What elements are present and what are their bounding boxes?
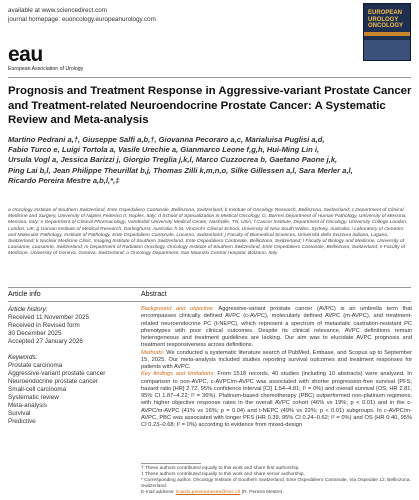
eau-logo-mark: eau — [8, 43, 43, 66]
footnote: * Corresponding author. Oncology Institute of Southern Switzerland, Ente Ospedaliero Cantonale, Via Ospedale 12, Bellinzona, Switzerland. — [141, 478, 411, 490]
author-line: Martino Pedrani a,†, Giuseppe Salfi a,b,†, Giovanna Pecoraro a,c, Marialuisa Puglisi a,d, — [8, 135, 325, 144]
author-line: Ursula Vogl a, Jessica Barizzi j, Giorgio Treglia j,k,l, Marco Cuzzocrea b, Gaetano Paone j,k, — [8, 155, 338, 165]
availability-line: available at www.sciencedirect.com — [8, 7, 108, 14]
footnotes — [141, 466, 412, 496]
keywords-heading: Keywords: — [8, 354, 38, 361]
journal-header — [8, 6, 308, 24]
keyword: Aggressive-variant prostate cancer — [8, 370, 106, 377]
history-line: Accepted 27 January 2026 — [8, 338, 83, 345]
history-heading: Article history: — [8, 306, 48, 313]
background-label: Background and objective: — [141, 306, 215, 312]
keyword: Prostate carcinoma — [8, 362, 63, 369]
author-line: Fabio Turco e, Luigi Tortola a, Vasile Urechie a, Gianmarco Leone f,g,h, Hui-Ming Lin i, — [8, 145, 320, 155]
eau-logo — [8, 45, 138, 72]
article-info-heading: Article info — [8, 291, 41, 298]
keyword: Predictive — [8, 418, 36, 425]
abstract-body — [141, 306, 412, 429]
author-email-link[interactable]: ricardo.pereiramestre@eoc.ch — [175, 490, 241, 496]
article-title: Prognosis and Treatment Response in Aggressive-variant Prostate Cancer and Treatment-related Neuroendocrine Prostate Cancer: A Systematic Review and Meta-analysis — [8, 85, 412, 126]
keyword: Neuroendocrine prostate cancer — [8, 378, 98, 385]
author-line: Ping Lai b,l, Jean Philippe Theurillat b,j, Thomas Zilli k,m,n,o, Silke Gillessen a,l, Sara Merler a,l, — [8, 165, 353, 175]
sciencedirect-link[interactable]: www.sciencedirect.com — [41, 7, 108, 14]
cover-artwork — [364, 40, 410, 61]
author-list — [8, 135, 412, 186]
history-line: Received in Revised form — [8, 322, 80, 329]
results-label: Key findings and limitations: — [141, 371, 215, 378]
results-text: From 1518 records, 40 studies (including 10 abstracts) were analyzed. In comparison to non-AVPC, c-AVPC/m-AVPC was associated with shorter progression-free survival (PFS; hazard ratio [HR] 2.72, 95% confidence interval [CI] 1.54–4.81; I² = 0%) and overall survival (OS; HR 2.81, 95% CI 1.87–4.22; I² = 36%). Platinum-based chemotherapy (PBC) outperformed non-platinum regimens, with higher objective response rates in the overall AVPC cohort (46% vs 19%; p < 0.01) and in the c-AVPC/m-AVPC (41% vs 16%; p = 0.04) and t-NEPC (49% vs 22%; p < 0.01) subgroups. In c-AVPC/m-AVPC, PBC was associated with longer PFS (HR 0.39, 95% CI 0.24–0.62; I² = 0%) and OS (HR 0.40, 95% CI 0.23–0.68; I² = 0%) according to evidence from mixed-design — [141, 371, 412, 428]
methods-label: Methods: — [141, 349, 165, 356]
article-info-panel — [8, 306, 134, 426]
keyword: Systematic review — [8, 394, 59, 401]
footnote: ‡ These authors contributed equally to this work and share senior authorship. — [141, 472, 305, 478]
affiliations: a Oncology Institute of Southern Switzerland, Ente Ospedaliero Cantonale, Bellinzona, Switzerland; b Institute of Oncology Research, Bellinzona, Switzerland; c Department of Clinical Medicine and Surgery, University of Naples Federico II, Naples, Italy; d School of Specialization in Medical Oncology, G. Barresi Department of Human Pathology, University of Messina, Messina, Italy; e Department of Clinical Pharmacology, Vanderbilt University Medical Center, Nashville, TN, USA; f Cancer Institute, Department of Oncology, University College London, London, UK; g Garvan Institute of Medical Research, Darlinghurst, Australia; h St. Vincent's Clinical School, University of New South Wales, Sydney, Australia; i Laboratory of Genetics and Molecular Pathology, Institute of Pathology, Ente Ospedaliero Cantonale, Locarno, Switzerland; j Faculty of Biomedical Sciences, Università della Svizzera italiana, Lugano, Switzerland; k Nuclear Medicine Clinic, Imaging Institute of Southern Switzerland, Ente Ospedaliero Cantonale, Bellinzona, Switzerland; l Faculty of Biology and Medicine, University of Lausanne, Lausanne, Switzerland; m Department of Radiation Oncology, Oncology Institute of Southern Switzerland, Ente Ospedaliero Cantonale, Bellinzona, Switzerland; n Faculty of Medicine, University of Geneva, Geneva, Switzerland; o Oncology Department, San Maurizio Central Hospital, Bolzano, Italy — [8, 208, 408, 257]
cover-strip — [364, 32, 410, 36]
cover-title: EUROPEAN UROLOGY ONCOLOGY — [368, 10, 404, 29]
section-divider — [8, 301, 411, 302]
header-divider — [8, 77, 411, 78]
eau-logo-subtitle: European Association of Urology — [8, 66, 84, 72]
footnote-divider — [141, 463, 201, 464]
history-line: Received 11 November 2025 — [8, 314, 90, 321]
journal-homepage-link[interactable]: euoncology.europeanurology.com — [61, 16, 156, 23]
background-text: Aggressive-variant prostate cancer (AVPC) is an umbrella term that encompasses clinically defined AVPC (c-AVPC), molecularly defined AVPC (m-AVPC), and treatment-related neuroendocrine PC (t-NEPC), which represent a spectrum of metastatic castration-resistant PC phenotypes with poor clinical outcomes. Despite its clinical relevance, AVPC definitions remain heterogeneous and treatment guidelines are lacking. Our aim was to elucidate AVPC prognosis and treatment responsiveness across definitions. — [141, 306, 413, 349]
keyword: Small-cell carcinoma — [8, 386, 67, 393]
journal-cover-image — [363, 3, 411, 61]
homepage-line: journal homepage: euoncology.europeanurology.com — [8, 16, 156, 23]
affiliation-divider — [8, 287, 411, 288]
keyword: Survival — [8, 410, 31, 417]
history-line: 30 December 2025 — [8, 330, 62, 337]
abstract-heading: Abstract — [141, 291, 167, 298]
author-line: Ricardo Pereira Mestre a,b,l,*,‡ — [8, 175, 120, 185]
footnote: † These authors contributed equally to this work and share first authorship. — [141, 466, 300, 471]
keyword: Meta-analysis — [8, 402, 47, 409]
methods-text: We conducted a systematic literature search of PubMed, Embase, and Scopus up to September 15, 2025. Our meta-analysis included studies reporting survival outcomes and treatment responses for patients with AVPC. — [141, 349, 412, 370]
email-line: E-mail address: ricardo.pereiramestre@eoc.ch (R. Pereira Mestre). — [141, 490, 284, 496]
